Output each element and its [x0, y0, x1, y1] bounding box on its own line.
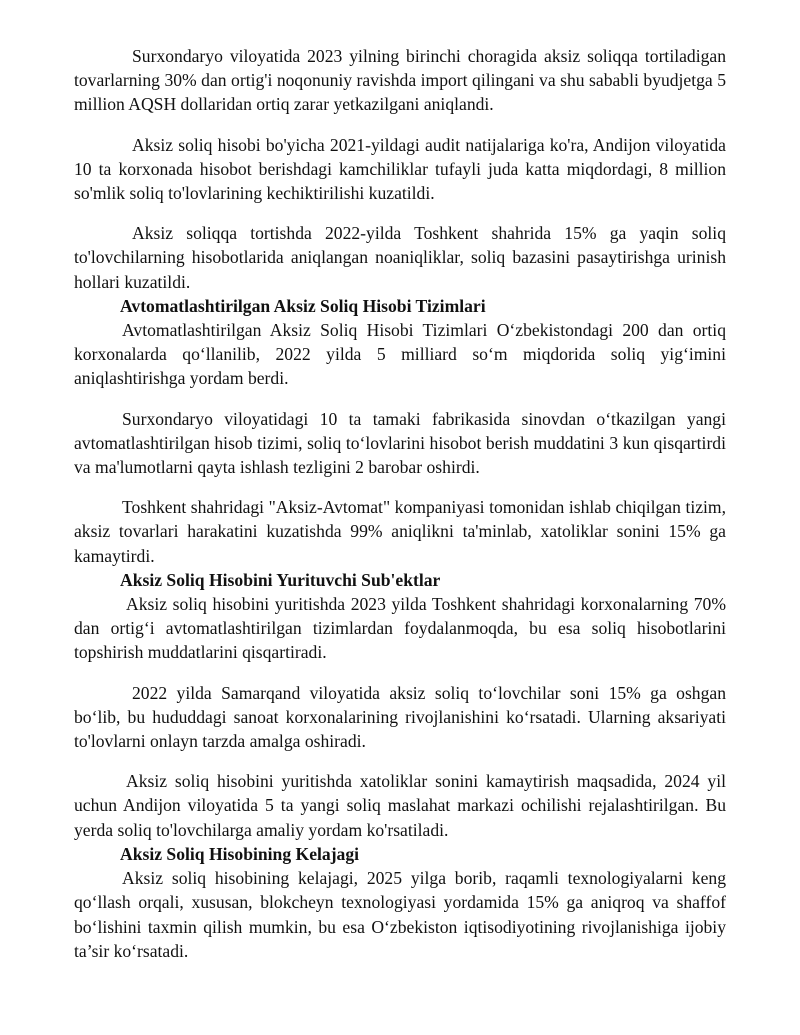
- section-heading-automated-systems: Avtomatlashtirilgan Aksiz Soliq Hisobi Tizimlari: [120, 295, 486, 316]
- section2-paragraph-2: 2022 yilda Samarqand viloyatida aksiz soliq to‘lovchilar soni 15% ga oshgan bo‘lib, bu hududdagi sanoat korxonalarining rivojlanishini ko‘rsatadi. Ularning aksariyati to'lovlarni onlayn tarzda amalga oshiradi.: [74, 682, 726, 752]
- intro-paragraph-import: Surxondaryo viloyatida 2023 yilning birinchi choragida aksiz soliqqa tortiladigan tovarlarning 30% dan ortig'i noqonuniy ravishda import qilingani va shu sababli byudjetga 5 million AQSH dollaridan ortiq zarar yetkazilgani aniqlandi.: [74, 46, 726, 115]
- section1-paragraph-1: Avtomatlashtirilgan Aksiz Soliq Hisobi Tizimlari O‘zbekistondagi 200 dan ortiq korxonalarda qo‘llanilib, 2022 yilda 5 milliard so‘m miqdorida soliq yig‘imini aniqlashtirishga yordam berdi.: [74, 320, 726, 389]
- section2-paragraph-3: Aksiz soliq hisobini yuritishda xatoliklar sonini kamaytirish maqsadida, 2024 yil uchun Andijon viloyatida 5 ta yangi soliq maslahat markazi ochilishi rejalashtirilgan. Bu yerda soliq to'lovchilarga amaliy yordam ko'rsatiladi.: [74, 771, 726, 840]
- intro-paragraph-tashkent: Aksiz soliqqa tortishda 2022-yilda Toshkent shahrida 15% ga yaqin soliq to'lovchilarning hisobotlarida aniqlangan noaniqliklar, soliq bazasini pasaytirishga urinish hollari kuzatildi.: [74, 223, 726, 292]
- intro-paragraph-audit: Aksiz soliq hisobi bo'yicha 2021-yildagi audit natijalariga ko'ra, Andijon viloyatida 10 ta korxonada hisobot berishdagi kamchiliklar tufayli juda katta miqdordagi, 8 million so'mlik soliq to'lovlarining kechiktirilishi kuzatildi.: [74, 134, 726, 204]
- section1-paragraph-3: Toshkent shahridagi "Aksiz-Avtomat" kompaniyasi tomonidan ishlab chiqilgan tizim, aksiz tovarlari harakatini kuzatishda 99% aniqlikni ta'minlab, xatoliklar sonini 15% ga kamaytirdi.: [74, 497, 726, 566]
- section-heading-subjects: Aksiz Soliq Hisobini Yurituvchi Sub'ektlar: [120, 569, 441, 590]
- document-page: [74, 44, 726, 963]
- section-heading-future: Aksiz Soliq Hisobining Kelajagi: [120, 843, 360, 864]
- section1-paragraph-2: Surxondaryo viloyatidagi 10 ta tamaki fabrikasida sinovdan o‘tkazilgan yangi avtomatlashtirilgan hisob tizimi, soliq to‘lovlarini hisobot berish muddatini 3 kun qisqartirdi va ma'lumotlarni qayta ishlash tezligini 2 barobar oshirdi.: [74, 408, 726, 478]
- section2-paragraph-1: Aksiz soliq hisobini yuritishda 2023 yilda Toshkent shahridagi korxonalarning 70% dan ortig‘i avtomatlashtirilgan tizimlardan foydalanmoqda, bu esa soliq hisobotlarini topshirish muddatlarini qisqartiradi.: [74, 594, 726, 663]
- section3-paragraph-1: Aksiz soliq hisobining kelajagi, 2025 yilga borib, raqamli texnologiyalarni keng qo‘llash orqali, xususan, blokcheyn texnologiyasi yordamida 15% ga aniqroq va shaffof bo‘lishini taxmin qilish mumkin, bu esa O‘zbekiston iqtisodiyotining rivojlanishiga ijobiy ta’sir ko‘rsatadi.: [74, 868, 726, 961]
